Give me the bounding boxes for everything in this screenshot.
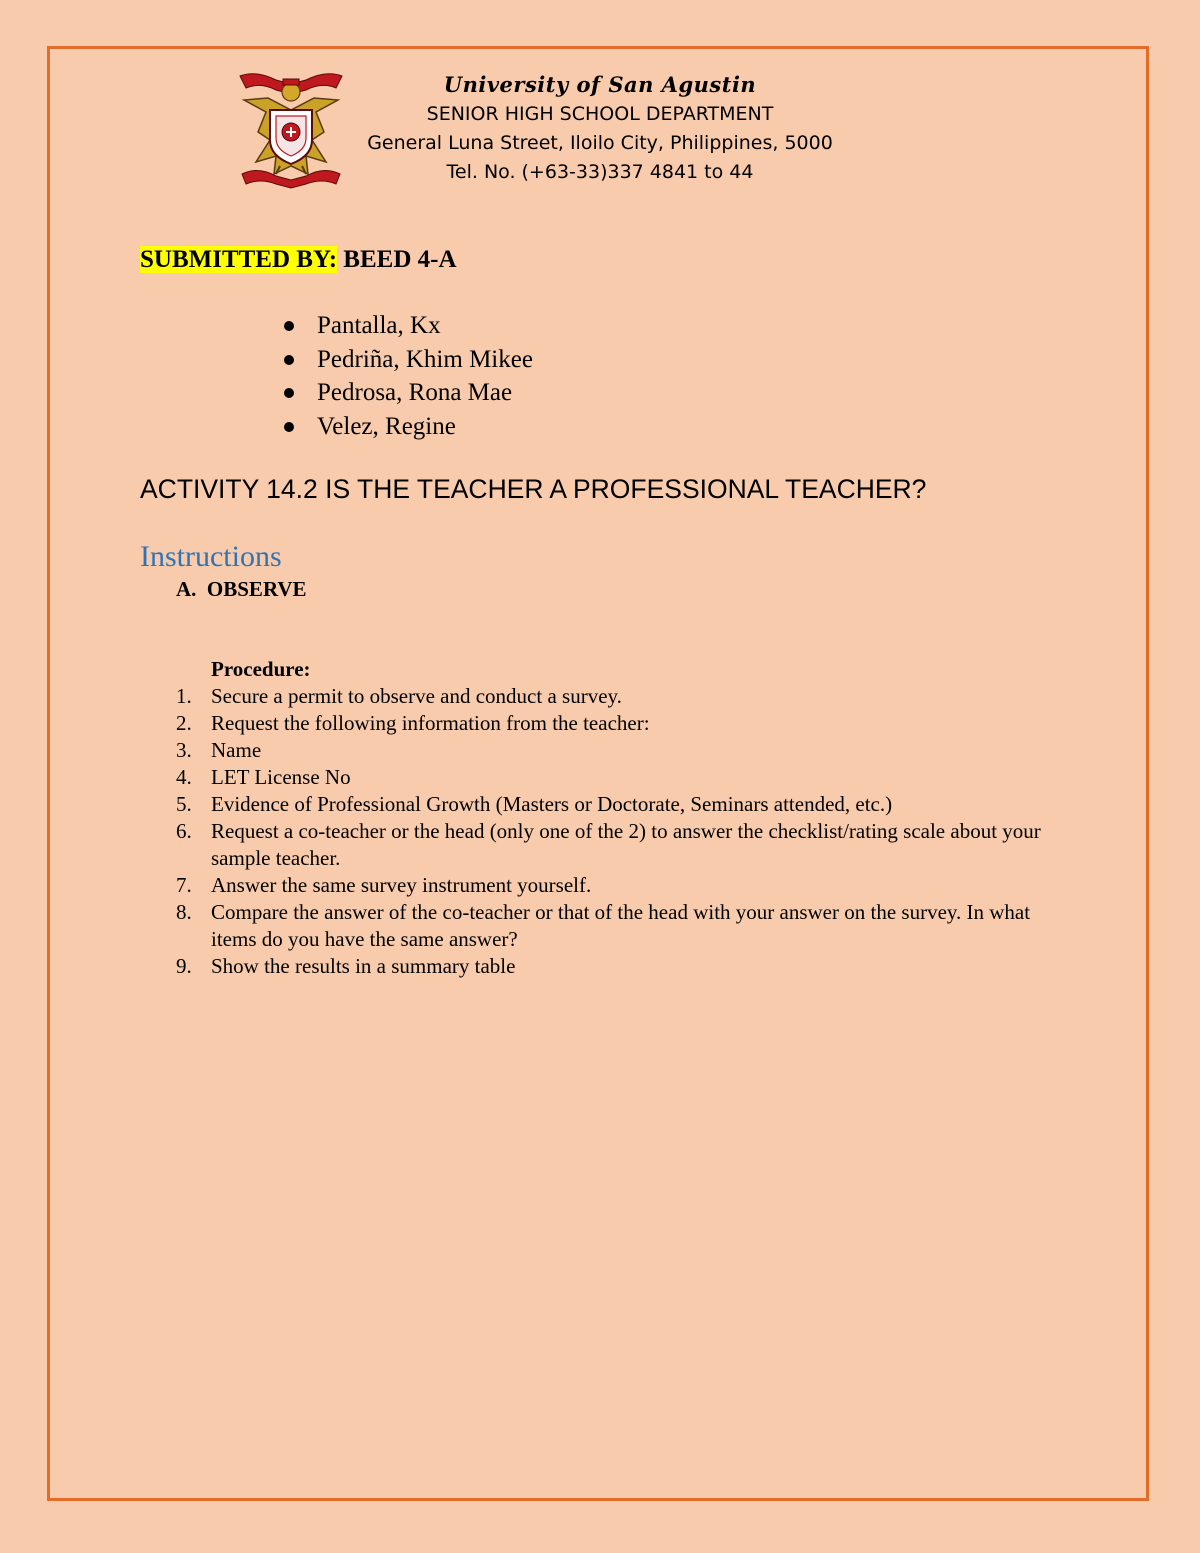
step-text: LET License No xyxy=(211,765,351,789)
procedure-step xyxy=(176,791,1076,818)
step-number: 8. xyxy=(176,900,192,924)
step-text: Evidence of Professional Growth (Masters or Doctorate, Seminars attended, etc.) xyxy=(211,792,893,816)
instructions-heading: Instructions xyxy=(140,540,282,573)
step-number: 2. xyxy=(176,711,192,735)
step-text: Answer the same survey instrument yourself. xyxy=(211,873,592,897)
step-number: 7. xyxy=(176,873,192,897)
member-name: Pantalla, Kx xyxy=(317,312,441,339)
procedure-steps xyxy=(176,683,1076,980)
member-name: Pedrosa, Rona Mae xyxy=(317,379,513,406)
department-name: SENIOR HIGH SCHOOL DEPARTMENT xyxy=(426,103,774,125)
step-number: 5. xyxy=(176,792,192,816)
bullet-icon xyxy=(284,422,294,432)
phone-line: Tel. No. (+63-33)337 4841 to 44 xyxy=(446,161,754,183)
procedure-step xyxy=(176,683,1076,710)
member-name: Pedriña, Khim Mikee xyxy=(317,345,533,373)
bullet-icon xyxy=(284,388,294,398)
address-line: General Luna Street, Iloilo City, Philippines, 5000 xyxy=(367,132,833,154)
procedure-step xyxy=(176,764,1076,791)
bullet-icon xyxy=(284,321,294,331)
list-item xyxy=(280,309,533,343)
list-item xyxy=(280,343,533,377)
bullet-icon xyxy=(284,355,294,365)
member-name: Velez, Regine xyxy=(317,412,456,440)
procedure-step xyxy=(176,737,1076,764)
submitted-by-line xyxy=(140,243,457,277)
submitted-by-label: SUBMITTED BY: xyxy=(140,246,338,273)
step-text: Show the results in a summary table xyxy=(211,954,516,978)
section-a-heading: A. OBSERVE xyxy=(176,577,307,601)
list-item xyxy=(280,376,533,410)
step-number: 3. xyxy=(176,738,192,762)
step-text: Request a co-teacher or the head (only one of the 2) to answer the checklist/rating scale about your sample teacher. xyxy=(211,819,1041,870)
step-text: Request the following information from the teacher: xyxy=(211,711,650,735)
university-name: University of San Agustin xyxy=(443,72,757,97)
step-number: 9. xyxy=(176,954,192,978)
step-number: 4. xyxy=(176,765,192,789)
procedure-step xyxy=(176,818,1076,872)
step-number: 1. xyxy=(176,684,192,708)
procedure-step xyxy=(176,872,1076,899)
step-text: Secure a permit to observe and conduct a survey. xyxy=(211,684,622,708)
step-text: Compare the answer of the co-teacher or that of the head with your answer on the survey. In what items do you have the same answer? xyxy=(211,900,1031,951)
activity-title: ACTIVITY 14.2 IS THE TEACHER A PROFESSIONAL TEACHER? xyxy=(140,474,927,504)
procedure-step xyxy=(176,899,1076,953)
list-item xyxy=(280,410,533,444)
step-number: 6. xyxy=(176,819,192,843)
group-name: BEED 4-A xyxy=(337,246,457,273)
procedure-step xyxy=(176,710,1076,737)
letterhead xyxy=(300,70,900,187)
procedure-step xyxy=(176,953,1076,980)
procedure-label: Procedure: xyxy=(211,657,311,681)
member-list xyxy=(280,309,533,443)
step-text: Name xyxy=(211,738,262,762)
